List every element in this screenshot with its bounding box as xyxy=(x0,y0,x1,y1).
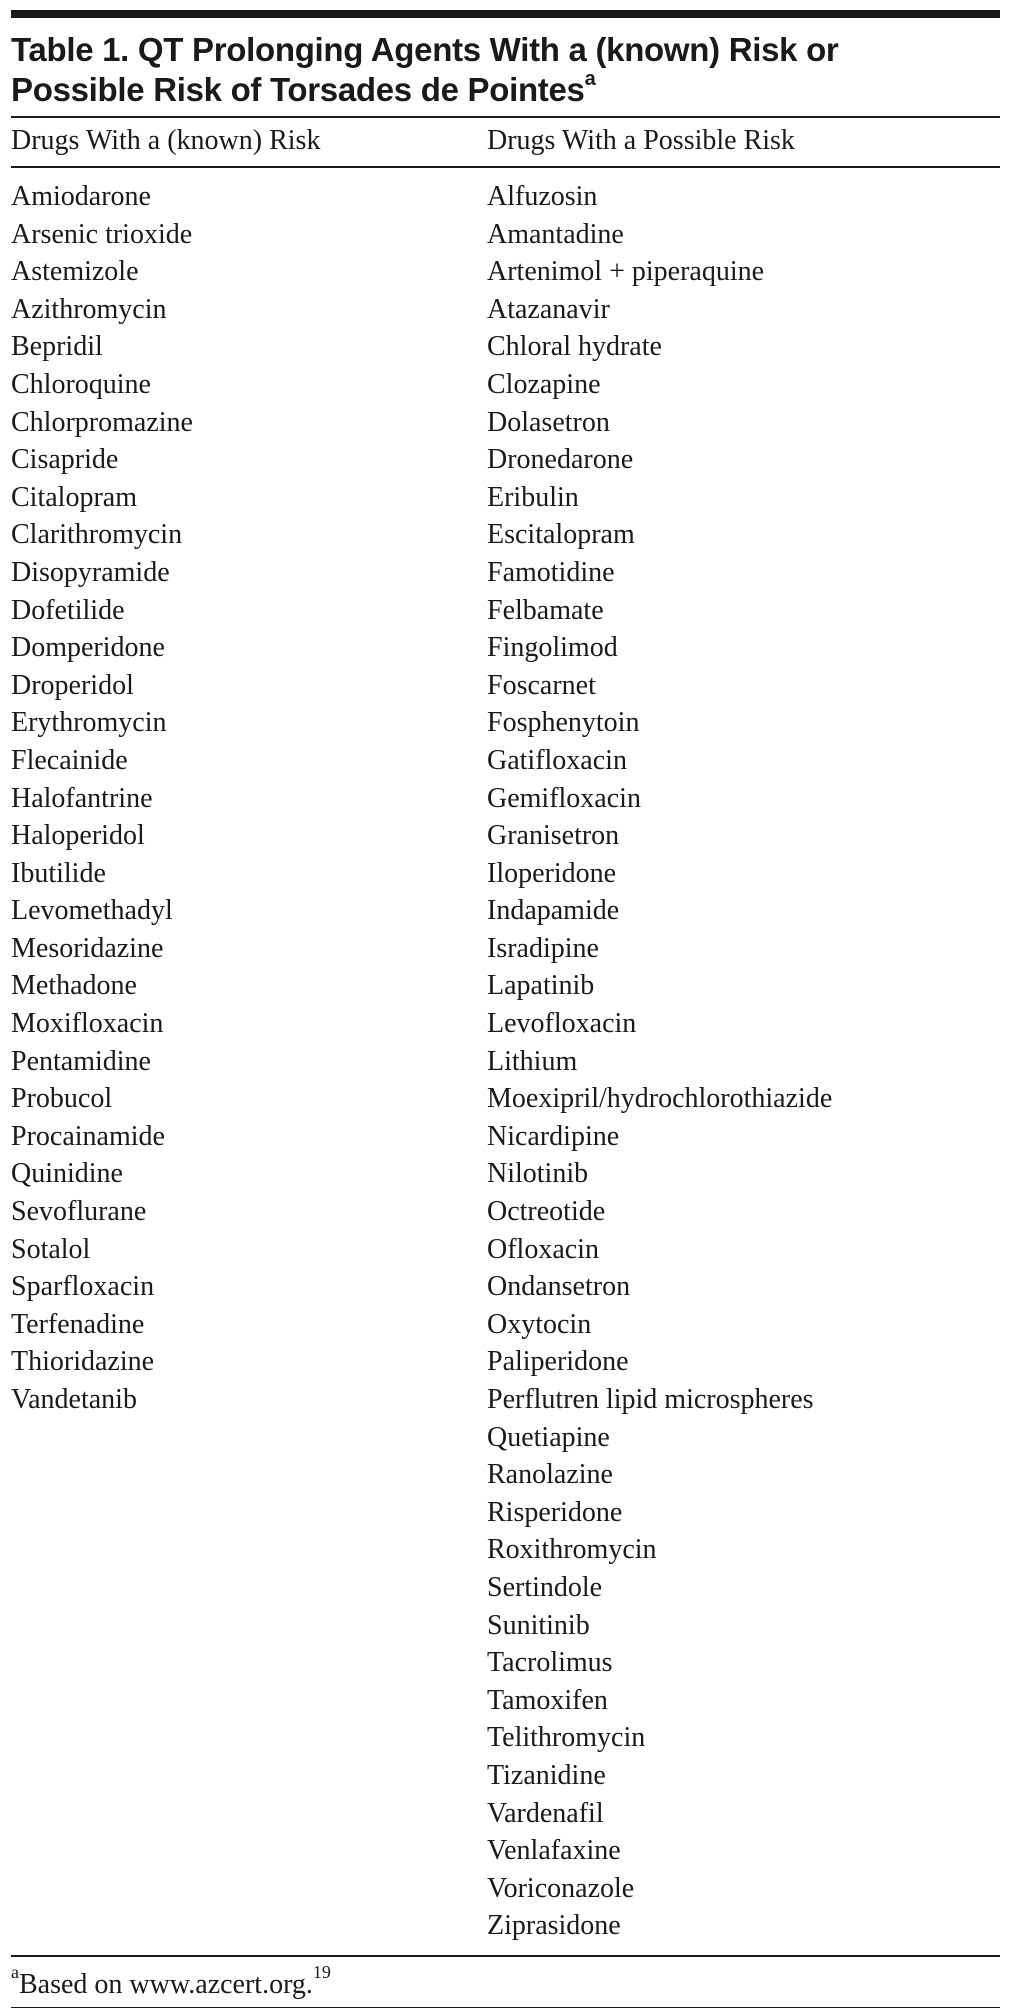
drug-list-item: Ziprasidone xyxy=(487,1907,832,1945)
drug-list-item: Dofetilide xyxy=(11,592,193,630)
known-risk-drug-list xyxy=(11,178,193,1419)
drug-list-item: Erythromycin xyxy=(11,704,193,742)
drug-list-item: Eribulin xyxy=(487,479,832,517)
drug-list-item: Voriconazole xyxy=(487,1870,832,1908)
drug-list-item: Tacrolimus xyxy=(487,1644,832,1682)
drug-list-item: Domperidone xyxy=(11,629,193,667)
drug-list-item: Tamoxifen xyxy=(487,1682,832,1720)
drug-list-item: Fosphenytoin xyxy=(487,704,832,742)
drug-list-item: Moxifloxacin xyxy=(11,1005,193,1043)
drug-list-item: Haloperidol xyxy=(11,817,193,855)
drug-list-item: Droperidol xyxy=(11,667,193,705)
drug-list-item: Artenimol + piperaquine xyxy=(487,253,832,291)
table-title-line-1: Table 1. QT Prolonging Agents With a (known) Risk or xyxy=(11,30,1000,70)
drug-list-item: Halofantrine xyxy=(11,780,193,818)
drug-list-item: Flecainide xyxy=(11,742,193,780)
drug-list-item: Levomethadyl xyxy=(11,892,193,930)
drug-list-item: Gemifloxacin xyxy=(487,780,832,818)
table-title xyxy=(11,30,1000,110)
column-header-possible-risk: Drugs With a Possible Risk xyxy=(487,125,795,157)
drug-list-item: Octreotide xyxy=(487,1193,832,1231)
drug-list-item: Moexipril/hydrochlorothiazide xyxy=(487,1080,832,1118)
drug-list-item: Arsenic trioxide xyxy=(11,216,193,254)
drug-list-item: Sparfloxacin xyxy=(11,1268,193,1306)
table-title-line-2 xyxy=(11,70,1000,110)
drug-list-item: Dolasetron xyxy=(487,404,832,442)
drug-list-item: Fingolimod xyxy=(487,629,832,667)
footnote-text: Based on www.azcert.org. xyxy=(19,1969,313,2000)
drug-list-item: Thioridazine xyxy=(11,1343,193,1381)
footnote-marker: a xyxy=(11,1962,19,1982)
drug-list-item: Oxytocin xyxy=(487,1306,832,1344)
drug-list-item: Sotalol xyxy=(11,1231,193,1269)
drug-list-item: Amantadine xyxy=(487,216,832,254)
drug-list-item: Amiodarone xyxy=(11,178,193,216)
drug-list-item: Paliperidone xyxy=(487,1343,832,1381)
drug-list-item: Ofloxacin xyxy=(487,1231,832,1269)
drug-list-item: Procainamide xyxy=(11,1118,193,1156)
top-rule xyxy=(11,10,1000,18)
drug-list-item: Nicardipine xyxy=(487,1118,832,1156)
drug-list-item: Alfuzosin xyxy=(487,178,832,216)
table-footnote xyxy=(11,1957,1000,2007)
drug-list-item: Foscarnet xyxy=(487,667,832,705)
drug-list-item: Citalopram xyxy=(11,479,193,517)
drug-list-item: Felbamate xyxy=(487,592,832,630)
column-header-known-risk: Drugs With a (known) Risk xyxy=(11,125,320,157)
drug-list-item: Indapamide xyxy=(487,892,832,930)
drug-list-item: Ondansetron xyxy=(487,1268,832,1306)
drug-list-item: Ranolazine xyxy=(487,1456,832,1494)
drug-list-item: Famotidine xyxy=(487,554,832,592)
drug-list-item: Quinidine xyxy=(11,1155,193,1193)
drug-list-item: Quetiapine xyxy=(487,1419,832,1457)
drug-list-item: Clozapine xyxy=(487,366,832,404)
title-footnote-marker: a xyxy=(585,68,596,90)
table-document xyxy=(11,10,1000,2008)
drug-list-item: Cisapride xyxy=(11,441,193,479)
drug-list-item: Atazanavir xyxy=(487,291,832,329)
drug-list-item: Terfenadine xyxy=(11,1306,193,1344)
drug-list-item: Methadone xyxy=(11,967,193,1005)
possible-risk-drug-list xyxy=(487,178,832,1945)
drug-list-item: Ibutilide xyxy=(11,855,193,893)
drug-list-item: Gatifloxacin xyxy=(487,742,832,780)
table-header-row xyxy=(11,118,1000,166)
drug-list-item: Levofloxacin xyxy=(487,1005,832,1043)
drug-list-item: Isradipine xyxy=(487,930,832,968)
drug-list-item: Clarithromycin xyxy=(11,516,193,554)
footnote-reference: 19 xyxy=(313,1962,331,1982)
drug-list-item: Escitalopram xyxy=(487,516,832,554)
drug-list-item: Sevoflurane xyxy=(11,1193,193,1231)
drug-list-item: Azithromycin xyxy=(11,291,193,329)
drug-list-item: Nilotinib xyxy=(487,1155,832,1193)
drug-list-item: Vardenafil xyxy=(487,1795,832,1833)
drug-list-item: Sunitinib xyxy=(487,1607,832,1645)
drug-list-item: Tizanidine xyxy=(487,1757,832,1795)
drug-list-item: Disopyramide xyxy=(11,554,193,592)
drug-list-item: Roxithromycin xyxy=(487,1531,832,1569)
drug-list-item: Astemizole xyxy=(11,253,193,291)
drug-list-item: Pentamidine xyxy=(11,1043,193,1081)
drug-list-item: Chlorpromazine xyxy=(11,404,193,442)
drug-list-item: Dronedarone xyxy=(487,441,832,479)
drug-list-item: Venlafaxine xyxy=(487,1832,832,1870)
drug-list-item: Chloroquine xyxy=(11,366,193,404)
drug-list-item: Chloral hydrate xyxy=(487,328,832,366)
table-body xyxy=(11,168,1000,1955)
drug-list-item: Lapatinib xyxy=(487,967,832,1005)
drug-list-item: Probucol xyxy=(11,1080,193,1118)
drug-list-item: Granisetron xyxy=(487,817,832,855)
drug-list-item: Lithium xyxy=(487,1043,832,1081)
drug-list-item: Bepridil xyxy=(11,328,193,366)
drug-list-item: Mesoridazine xyxy=(11,930,193,968)
drug-list-item: Perflutren lipid microspheres xyxy=(487,1381,832,1419)
drug-list-item: Telithromycin xyxy=(487,1719,832,1757)
drug-list-item: Sertindole xyxy=(487,1569,832,1607)
drug-list-item: Vandetanib xyxy=(11,1381,193,1419)
table-title-line-2-text: Possible Risk of Torsades de Pointes xyxy=(11,71,585,108)
drug-list-item: Risperidone xyxy=(487,1494,832,1532)
drug-list-item: Iloperidone xyxy=(487,855,832,893)
